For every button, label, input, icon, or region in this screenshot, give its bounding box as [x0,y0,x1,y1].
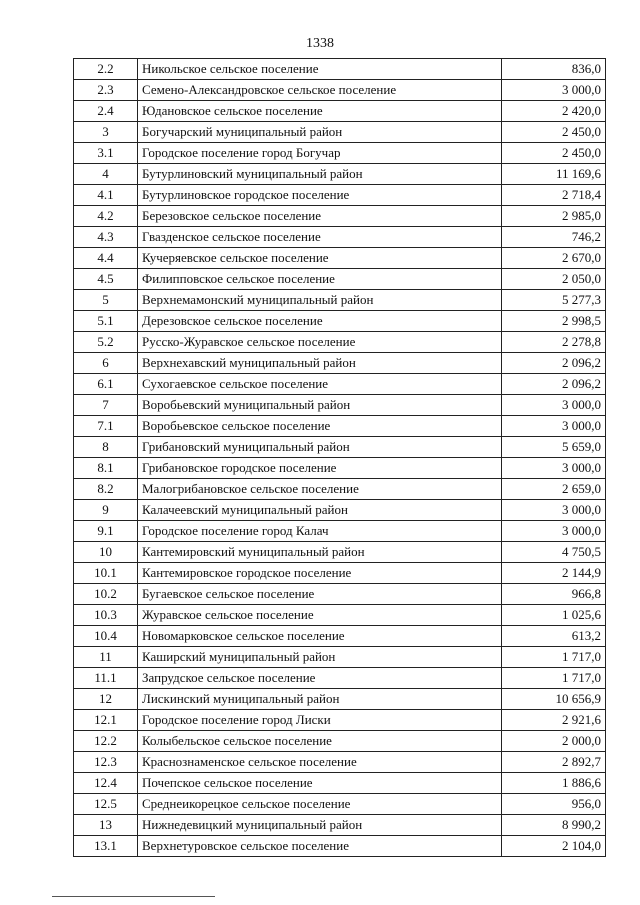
amount-value: 3 000,0 [502,416,606,437]
amount-value: 1 717,0 [502,668,606,689]
table-row [74,374,606,395]
table-body [74,59,606,857]
row-number: 8.2 [74,479,138,500]
page-number: 1338 [306,36,334,51]
municipality-name: Верхнехавский муниципальный район [138,353,502,374]
municipality-name: Запрудское сельское поселение [138,668,502,689]
table-row [74,815,606,836]
table-row [74,206,606,227]
municipality-name: Грибановское городское поселение [138,458,502,479]
amount-value: 2 659,0 [502,479,606,500]
municipality-name: Березовское сельское поселение [138,206,502,227]
municipality-name: Верхнемамонский муниципальный район [138,290,502,311]
municipality-name: Среднеикорецкое сельское поселение [138,794,502,815]
table-row [74,269,606,290]
table-row [74,668,606,689]
amount-value: 3 000,0 [502,521,606,542]
amount-value: 956,0 [502,794,606,815]
row-number: 4.1 [74,185,138,206]
municipality-name: Грибановский муниципальный район [138,437,502,458]
row-number: 9 [74,500,138,521]
table-row [74,311,606,332]
table-row [74,563,606,584]
municipality-name: Малогрибановское сельское поселение [138,479,502,500]
table-row [74,794,606,815]
row-number: 4.2 [74,206,138,227]
amount-value: 5 659,0 [502,437,606,458]
row-number: 5.2 [74,332,138,353]
amount-value: 8 990,2 [502,815,606,836]
amount-value: 1 025,6 [502,605,606,626]
row-number: 12.3 [74,752,138,773]
municipality-name: Дерезовское сельское поселение [138,311,502,332]
row-number: 3 [74,122,138,143]
municipality-name: Журавское сельское поселение [138,605,502,626]
row-number: 12.5 [74,794,138,815]
municipality-name: Почепское сельское поселение [138,773,502,794]
table-row [74,731,606,752]
row-number: 13.1 [74,836,138,857]
amount-value: 3 000,0 [502,395,606,416]
row-number: 12 [74,689,138,710]
table-row [74,521,606,542]
municipality-name: Воробьевский муниципальный район [138,395,502,416]
amount-value: 5 277,3 [502,290,606,311]
amount-value: 2 892,7 [502,752,606,773]
table-row [74,353,606,374]
table-row [74,542,606,563]
table-row [74,185,606,206]
row-number: 10.2 [74,584,138,605]
municipality-name: Калачеевский муниципальный район [138,500,502,521]
municipality-name: Нижнедевицкий муниципальный район [138,815,502,836]
amount-value: 1 886,6 [502,773,606,794]
row-number: 13 [74,815,138,836]
municipality-name: Лискинский муниципальный район [138,689,502,710]
municipality-name: Колыбельское сельское поселение [138,731,502,752]
amount-value: 613,2 [502,626,606,647]
municipality-name: Богучарский муниципальный район [138,122,502,143]
row-number: 6 [74,353,138,374]
row-number: 6.1 [74,374,138,395]
municipality-name: Никольское сельское поселение [138,59,502,80]
table-row [74,773,606,794]
municipality-name: Кантемировское городское поселение [138,563,502,584]
table-row [74,332,606,353]
table-row [74,710,606,731]
amount-value: 2 450,0 [502,122,606,143]
amount-value: 2 278,8 [502,332,606,353]
table-row [74,101,606,122]
table-row [74,227,606,248]
table-row [74,416,606,437]
row-number: 10.1 [74,563,138,584]
amount-value: 966,8 [502,584,606,605]
allocation-table [73,58,606,857]
amount-value: 746,2 [502,227,606,248]
municipality-name: Новомарковское сельское поселение [138,626,502,647]
row-number: 8.1 [74,458,138,479]
amount-value: 10 656,9 [502,689,606,710]
municipality-name: Каширский муниципальный район [138,647,502,668]
municipality-name: Воробьевское сельское поселение [138,416,502,437]
municipality-name: Бугаевское сельское поселение [138,584,502,605]
amount-value: 1 717,0 [502,647,606,668]
table-row [74,122,606,143]
row-number: 12.4 [74,773,138,794]
table-row [74,437,606,458]
row-number: 2.3 [74,80,138,101]
municipality-name: Кучеряевское сельское поселение [138,248,502,269]
table-row [74,836,606,857]
amount-value: 4 750,5 [502,542,606,563]
amount-value: 3 000,0 [502,500,606,521]
row-number: 4 [74,164,138,185]
table-row [74,479,606,500]
row-number: 5 [74,290,138,311]
table-row [74,143,606,164]
amount-value: 2 096,2 [502,353,606,374]
row-number: 8 [74,437,138,458]
municipality-name: Краснознаменское сельское поселение [138,752,502,773]
row-number: 10.4 [74,626,138,647]
municipality-name: Гвазденское сельское поселение [138,227,502,248]
table-row [74,584,606,605]
row-number: 4.5 [74,269,138,290]
municipality-name: Русско-Журавское сельское поселение [138,332,502,353]
municipality-name: Бутурлиновский муниципальный район [138,164,502,185]
row-number: 7.1 [74,416,138,437]
amount-value: 2 450,0 [502,143,606,164]
row-number: 7 [74,395,138,416]
amount-value: 3 000,0 [502,458,606,479]
table-row [74,647,606,668]
table-row [74,458,606,479]
municipality-name: Юдановское сельское поселение [138,101,502,122]
row-number: 12.1 [74,710,138,731]
municipality-name: Филипповское сельское поселение [138,269,502,290]
amount-value: 2 420,0 [502,101,606,122]
table-row [74,752,606,773]
row-number: 11 [74,647,138,668]
table-row [74,59,606,80]
row-number: 4.4 [74,248,138,269]
table-row [74,290,606,311]
amount-value: 2 104,0 [502,836,606,857]
row-number: 11.1 [74,668,138,689]
amount-value: 3 000,0 [502,80,606,101]
municipality-name: Бутурлиновское городское поселение [138,185,502,206]
amount-value: 2 144,9 [502,563,606,584]
amount-value: 836,0 [502,59,606,80]
row-number: 9.1 [74,521,138,542]
table-row [74,500,606,521]
municipality-name: Сухогаевское сельское поселение [138,374,502,395]
row-number: 4.3 [74,227,138,248]
municipality-name: Городское поселение город Лиски [138,710,502,731]
row-number: 5.1 [74,311,138,332]
amount-value: 2 050,0 [502,269,606,290]
municipality-name: Семено-Александровское сельское поселение [138,80,502,101]
amount-value: 2 670,0 [502,248,606,269]
amount-value: 2 985,0 [502,206,606,227]
municipality-name: Городское поселение город Калач [138,521,502,542]
amount-value: 11 169,6 [502,164,606,185]
row-number: 2.2 [74,59,138,80]
table-row [74,626,606,647]
amount-value: 2 921,6 [502,710,606,731]
municipality-name: Верхнетуровское сельское поселение [138,836,502,857]
row-number: 12.2 [74,731,138,752]
amount-value: 2 096,2 [502,374,606,395]
row-number: 10 [74,542,138,563]
amount-value: 2 718,4 [502,185,606,206]
municipality-name: Кантемировский муниципальный район [138,542,502,563]
row-number: 3.1 [74,143,138,164]
table-row [74,689,606,710]
table-row [74,80,606,101]
table-row [74,395,606,416]
footnote-separator [52,896,215,897]
table-row [74,605,606,626]
row-number: 2.4 [74,101,138,122]
amount-value: 2 000,0 [502,731,606,752]
municipality-name: Городское поселение город Богучар [138,143,502,164]
table-row [74,248,606,269]
row-number: 10.3 [74,605,138,626]
table-row [74,164,606,185]
amount-value: 2 998,5 [502,311,606,332]
